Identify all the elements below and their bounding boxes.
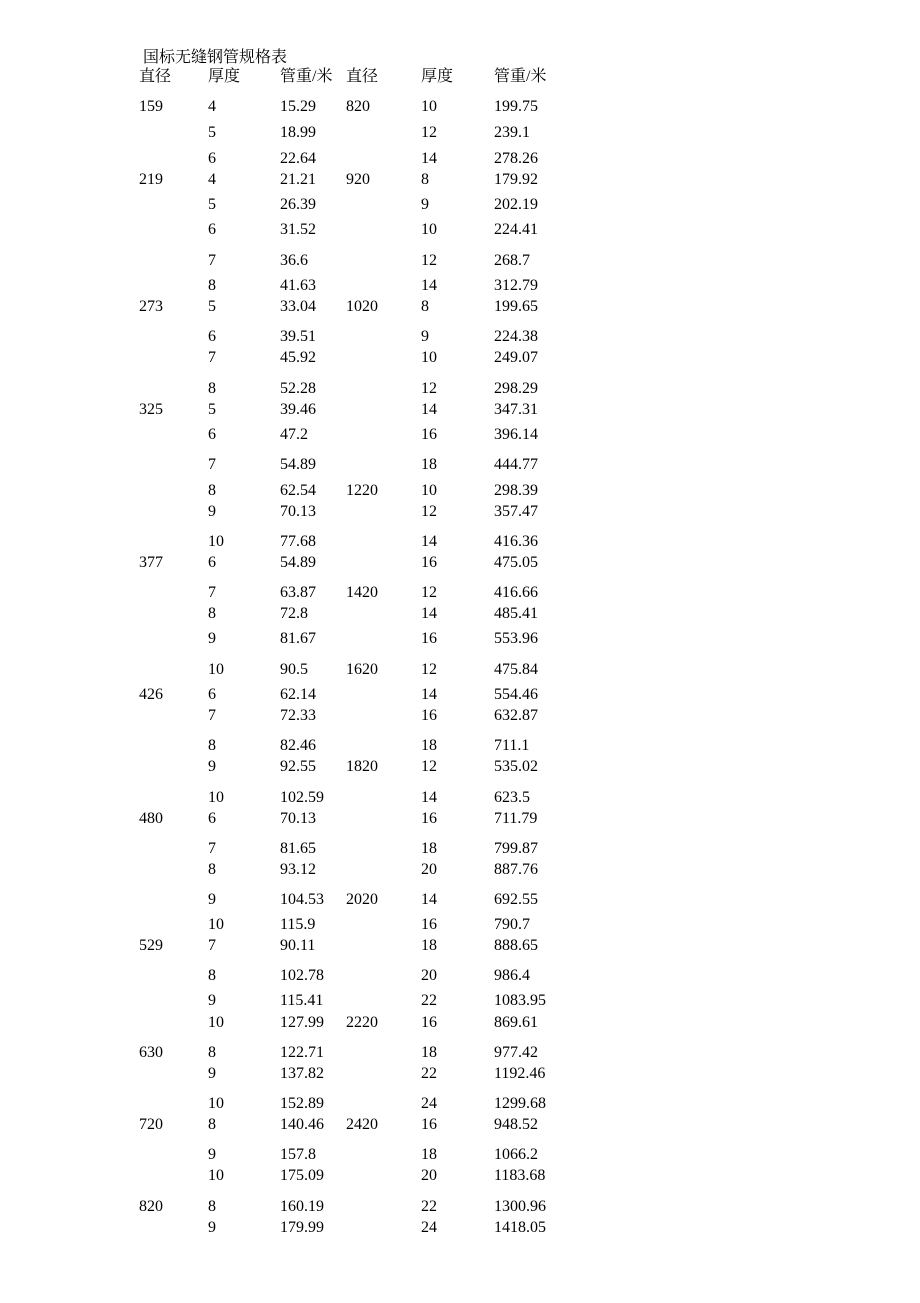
cell-weight-1: 31.52 [280,221,316,238]
cell-weight-1: 52.28 [280,380,316,397]
cell-weight-2: 977.42 [494,1044,538,1061]
cell-thickness-2: 10 [421,221,437,238]
cell-thickness-1: 8 [208,1198,216,1215]
cell-thickness-1: 8 [208,1116,216,1133]
cell-thickness-2: 14 [421,789,437,806]
cell-weight-2: 239.1 [494,124,530,141]
cell-thickness-1: 10 [208,1167,224,1184]
cell-weight-1: 90.11 [280,937,316,954]
cell-thickness-1: 6 [208,328,216,345]
cell-weight-1: 70.13 [280,503,316,520]
cell-thickness-2: 16 [421,916,437,933]
cell-thickness-2: 24 [421,1095,437,1112]
cell-diameter-2: 1420 [346,584,378,601]
cell-thickness-1: 8 [208,967,216,984]
header-diameter-1: 直径 [139,68,172,85]
cell-weight-2: 692.55 [494,891,538,908]
cell-thickness-1: 9 [208,630,216,647]
cell-weight-1: 62.14 [280,686,316,703]
cell-diameter-1: 159 [139,98,163,115]
cell-weight-1: 36.6 [280,252,308,269]
cell-thickness-1: 6 [208,686,216,703]
cell-thickness-2: 9 [421,196,429,213]
cell-weight-1: 77.68 [280,533,316,550]
cell-thickness-2: 20 [421,967,437,984]
cell-thickness-1: 9 [208,1146,216,1163]
header-diameter-2: 直径 [346,68,379,85]
cell-thickness-1: 8 [208,482,216,499]
cell-thickness-1: 9 [208,891,216,908]
cell-diameter-2: 1220 [346,482,378,499]
cell-thickness-2: 12 [421,252,437,269]
cell-thickness-1: 4 [208,171,216,188]
cell-thickness-2: 10 [421,98,437,115]
cell-weight-2: 416.36 [494,533,538,550]
cell-weight-2: 444.77 [494,456,538,473]
cell-weight-1: 104.53 [280,891,324,908]
cell-weight-2: 554.46 [494,686,538,703]
cell-thickness-2: 14 [421,533,437,550]
cell-thickness-2: 18 [421,1044,437,1061]
cell-thickness-2: 10 [421,349,437,366]
cell-diameter-1: 630 [139,1044,163,1061]
cell-weight-2: 199.65 [494,298,538,315]
cell-thickness-1: 7 [208,456,216,473]
cell-weight-1: 160.19 [280,1198,324,1215]
cell-thickness-1: 6 [208,150,216,167]
cell-weight-1: 175.09 [280,1167,324,1184]
cell-thickness-1: 7 [208,252,216,269]
cell-weight-2: 199.75 [494,98,538,115]
cell-diameter-2: 1620 [346,661,378,678]
cell-weight-1: 26.39 [280,196,316,213]
cell-thickness-1: 8 [208,1044,216,1061]
cell-thickness-2: 16 [421,1014,437,1031]
cell-thickness-2: 16 [421,707,437,724]
cell-thickness-1: 6 [208,426,216,443]
cell-thickness-2: 16 [421,810,437,827]
cell-thickness-1: 9 [208,992,216,1009]
cell-weight-2: 312.79 [494,277,538,294]
cell-weight-1: 33.04 [280,298,316,315]
cell-thickness-1: 5 [208,401,216,418]
cell-thickness-2: 22 [421,1065,437,1082]
cell-weight-1: 115.41 [280,992,324,1009]
cell-weight-2: 396.14 [494,426,538,443]
cell-weight-1: 137.82 [280,1065,324,1082]
cell-thickness-1: 9 [208,1219,216,1236]
cell-weight-2: 298.29 [494,380,538,397]
cell-weight-2: 224.38 [494,328,538,345]
cell-weight-2: 1418.05 [494,1219,546,1236]
cell-thickness-2: 14 [421,686,437,703]
cell-weight-1: 93.12 [280,861,316,878]
cell-thickness-2: 12 [421,584,437,601]
cell-weight-1: 41.63 [280,277,316,294]
cell-weight-1: 127.99 [280,1014,324,1031]
cell-thickness-2: 16 [421,426,437,443]
cell-thickness-1: 6 [208,810,216,827]
header-weight-2: 管重/米 [494,68,547,85]
cell-weight-2: 790.7 [494,916,530,933]
cell-diameter-2: 2020 [346,891,378,908]
cell-weight-1: 21.21 [280,171,316,188]
cell-thickness-1: 10 [208,1095,224,1112]
cell-weight-2: 887.76 [494,861,538,878]
cell-weight-2: 416.66 [494,584,538,601]
cell-thickness-1: 8 [208,277,216,294]
cell-weight-1: 179.99 [280,1219,324,1236]
cell-weight-2: 278.26 [494,150,538,167]
cell-thickness-2: 8 [421,171,429,188]
cell-weight-2: 1299.68 [494,1095,546,1112]
cell-weight-2: 347.31 [494,401,538,418]
cell-thickness-2: 14 [421,605,437,622]
cell-thickness-2: 18 [421,937,437,954]
cell-thickness-1: 8 [208,861,216,878]
cell-weight-2: 1300.96 [494,1198,546,1215]
cell-thickness-1: 10 [208,1014,224,1031]
cell-thickness-1: 7 [208,584,216,601]
cell-weight-2: 711.79 [494,810,538,827]
cell-thickness-1: 9 [208,758,216,775]
cell-diameter-1: 219 [139,171,163,188]
cell-thickness-1: 5 [208,196,216,213]
cell-weight-2: 711.1 [494,737,530,754]
cell-thickness-2: 14 [421,891,437,908]
cell-weight-2: 888.65 [494,937,538,954]
cell-weight-2: 202.19 [494,196,538,213]
cell-thickness-1: 10 [208,661,224,678]
cell-thickness-1: 10 [208,789,224,806]
cell-thickness-2: 12 [421,503,437,520]
cell-thickness-1: 6 [208,554,216,571]
cell-diameter-2: 2220 [346,1014,378,1031]
cell-weight-1: 47.2 [280,426,308,443]
cell-weight-1: 39.46 [280,401,316,418]
cell-weight-1: 45.92 [280,349,316,366]
cell-thickness-1: 7 [208,707,216,724]
cell-diameter-2: 2420 [346,1116,378,1133]
cell-weight-2: 799.87 [494,840,538,857]
cell-thickness-2: 9 [421,328,429,345]
cell-diameter-1: 273 [139,298,163,315]
cell-thickness-2: 14 [421,401,437,418]
cell-weight-2: 553.96 [494,630,538,647]
cell-weight-1: 81.65 [280,840,316,857]
cell-thickness-2: 10 [421,482,437,499]
cell-weight-2: 1183.68 [494,1167,546,1184]
cell-weight-1: 72.8 [280,605,308,622]
header-weight-1: 管重/米 [280,68,333,85]
cell-weight-1: 18.99 [280,124,316,141]
cell-weight-1: 39.51 [280,328,316,345]
cell-diameter-1: 426 [139,686,163,703]
cell-weight-1: 157.8 [280,1146,316,1163]
cell-thickness-1: 7 [208,937,216,954]
cell-thickness-2: 12 [421,380,437,397]
cell-thickness-2: 16 [421,1116,437,1133]
header-thickness-2: 厚度 [421,68,454,85]
cell-weight-1: 72.33 [280,707,316,724]
cell-weight-2: 1083.95 [494,992,546,1009]
cell-thickness-1: 10 [208,533,224,550]
cell-thickness-1: 5 [208,298,216,315]
cell-thickness-2: 16 [421,554,437,571]
cell-weight-2: 986.4 [494,967,530,984]
cell-diameter-1: 480 [139,810,163,827]
cell-weight-2: 298.39 [494,482,538,499]
cell-thickness-1: 8 [208,605,216,622]
cell-weight-2: 1192.46 [494,1065,546,1082]
cell-diameter-1: 529 [139,937,163,954]
cell-weight-2: 485.41 [494,605,538,622]
cell-thickness-2: 20 [421,1167,437,1184]
cell-thickness-2: 24 [421,1219,437,1236]
cell-weight-1: 90.5 [280,661,308,678]
cell-thickness-2: 18 [421,456,437,473]
cell-thickness-1: 9 [208,1065,216,1082]
cell-thickness-2: 22 [421,1198,437,1215]
cell-thickness-1: 9 [208,503,216,520]
cell-weight-1: 15.29 [280,98,316,115]
cell-thickness-2: 12 [421,124,437,141]
cell-thickness-2: 18 [421,737,437,754]
cell-weight-1: 81.67 [280,630,316,647]
cell-weight-1: 102.78 [280,967,324,984]
cell-weight-1: 70.13 [280,810,316,827]
cell-thickness-1: 8 [208,737,216,754]
cell-weight-2: 948.52 [494,1116,538,1133]
cell-weight-1: 62.54 [280,482,316,499]
cell-thickness-2: 18 [421,840,437,857]
cell-weight-1: 102.59 [280,789,324,806]
cell-thickness-2: 16 [421,630,437,647]
cell-diameter-1: 377 [139,554,163,571]
cell-weight-2: 1066.2 [494,1146,538,1163]
cell-thickness-1: 7 [208,349,216,366]
cell-weight-2: 475.05 [494,554,538,571]
cell-weight-1: 54.89 [280,456,316,473]
cell-thickness-2: 22 [421,992,437,1009]
page-title: 国标无缝钢管规格表 [143,49,288,66]
cell-thickness-2: 8 [421,298,429,315]
cell-diameter-1: 820 [139,1198,163,1215]
cell-weight-2: 869.61 [494,1014,538,1031]
cell-weight-2: 357.47 [494,503,538,520]
cell-weight-1: 54.89 [280,554,316,571]
cell-weight-1: 152.89 [280,1095,324,1112]
cell-thickness-2: 12 [421,661,437,678]
cell-weight-1: 122.71 [280,1044,324,1061]
cell-diameter-1: 325 [139,401,163,418]
cell-weight-1: 63.87 [280,584,316,601]
cell-thickness-2: 14 [421,277,437,294]
cell-weight-2: 623.5 [494,789,530,806]
cell-weight-2: 179.92 [494,171,538,188]
cell-thickness-1: 10 [208,916,224,933]
cell-weight-2: 224.41 [494,221,538,238]
cell-weight-2: 268.7 [494,252,530,269]
cell-weight-2: 632.87 [494,707,538,724]
cell-diameter-2: 1020 [346,298,378,315]
cell-diameter-1: 720 [139,1116,163,1133]
cell-thickness-1: 4 [208,98,216,115]
cell-weight-1: 82.46 [280,737,316,754]
cell-thickness-2: 12 [421,758,437,775]
cell-weight-2: 475.84 [494,661,538,678]
cell-diameter-2: 920 [346,171,370,188]
cell-diameter-2: 820 [346,98,370,115]
cell-diameter-2: 1820 [346,758,378,775]
cell-thickness-2: 20 [421,861,437,878]
cell-weight-2: 249.07 [494,349,538,366]
cell-thickness-1: 8 [208,380,216,397]
cell-thickness-1: 5 [208,124,216,141]
cell-weight-2: 535.02 [494,758,538,775]
cell-thickness-2: 18 [421,1146,437,1163]
cell-thickness-1: 6 [208,221,216,238]
cell-thickness-1: 7 [208,840,216,857]
cell-weight-1: 140.46 [280,1116,324,1133]
cell-thickness-2: 14 [421,150,437,167]
cell-weight-1: 22.64 [280,150,316,167]
cell-weight-1: 92.55 [280,758,316,775]
header-thickness-1: 厚度 [208,68,241,85]
cell-weight-1: 115.9 [280,916,316,933]
